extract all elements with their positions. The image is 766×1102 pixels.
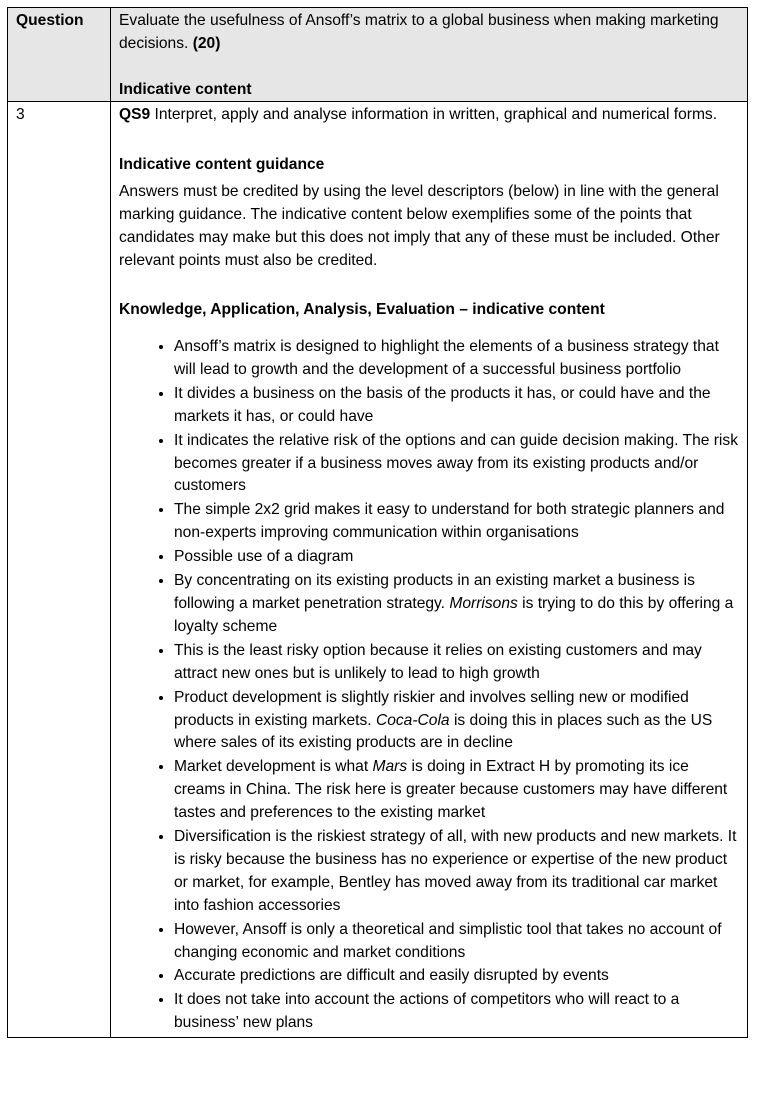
point-text: The simple 2x2 grid makes it easy to understand for both strategic planners and non-experts improving communication within organisations bbox=[174, 501, 725, 542]
indicative-point bbox=[174, 988, 739, 1035]
content-row bbox=[8, 102, 748, 1038]
indicative-point bbox=[174, 686, 739, 756]
indicative-point bbox=[174, 918, 739, 965]
point-text: Market development is what bbox=[174, 758, 373, 776]
point-text: Ansoff’s matrix is designed to highlight the elements of a business strategy that will lead to growth and the development of a successful business portfolio bbox=[174, 338, 719, 378]
content-cell bbox=[111, 102, 748, 1038]
indicative-point bbox=[174, 335, 739, 382]
indicative-point bbox=[174, 429, 739, 499]
point-text: is doing in Extract H by promoting its ice creams in China. The risk here is greater because customers may have different tastes and preferences to the existing market bbox=[174, 758, 728, 822]
qs-text: Interpret, apply and analyse information in written, graphical and numerical forms. bbox=[150, 106, 718, 123]
question-body: Evaluate the usefulness of Ansoff’s matrix to a global business when making marketing decisions. bbox=[119, 12, 719, 52]
point-text: It divides a business on the basis of the products it has, or could have and the markets it has, or could have bbox=[174, 384, 711, 425]
point-text: Possible use of a diagram bbox=[174, 548, 354, 566]
kaae-heading: Knowledge, Application, Analysis, Evaluation – indicative content bbox=[119, 301, 605, 318]
question-number: 3 bbox=[8, 102, 111, 1038]
qs-skill bbox=[119, 103, 739, 126]
company-name: Morrisons bbox=[449, 594, 518, 612]
question-cell bbox=[111, 8, 748, 102]
company-name: Coca-Cola bbox=[375, 711, 450, 729]
point-text: is doing this in places such as the US where sales of its existing products are in decline bbox=[174, 711, 713, 752]
point-text: However, Ansoff is only a theoretical and simplistic tool that takes no account of changing economic and market conditions bbox=[174, 920, 722, 961]
point-text: Diversification is the riskiest strategy of all, with new products and new markets. It is risky because the business has no experience or expertise of the new product or market, for example, Bentley has moved away from its traditional car market into fashion accessories bbox=[174, 828, 737, 914]
question-label: Question bbox=[16, 12, 84, 29]
point-text: It does not take into account the actions of competitors who will react to a business’ new plans bbox=[174, 991, 680, 1032]
company-name: Mars bbox=[372, 758, 408, 776]
guidance-heading: Indicative content guidance bbox=[119, 156, 325, 173]
indicative-point bbox=[174, 825, 739, 918]
header-row bbox=[8, 8, 748, 102]
indicative-point bbox=[174, 569, 739, 639]
point-text: By concentrating on its existing products in an existing market a business is following a market penetration strategy. bbox=[174, 572, 695, 612]
question-label-cell bbox=[8, 8, 111, 102]
indicative-point bbox=[174, 964, 739, 988]
question-text bbox=[119, 9, 739, 55]
mark-scheme-table bbox=[7, 7, 748, 1038]
indicative-point bbox=[174, 639, 739, 686]
point-text: Product development is slightly riskier and involves selling new or modified products in existing markets. bbox=[174, 688, 689, 729]
point-text: is trying to do this by offering a loyalty scheme bbox=[174, 594, 734, 635]
point-text: This is the least risky option because it relies on existing customers and may attract new ones but is unlikely to lead to high growth bbox=[174, 641, 702, 682]
indicative-point bbox=[174, 755, 739, 825]
point-text: It indicates the relative risk of the options and can guide decision making. The risk becomes greater if a business moves away from its existing products and/or customers bbox=[174, 431, 738, 495]
point-text: Accurate predictions are difficult and easily disrupted by events bbox=[174, 967, 609, 985]
indicative-points-list bbox=[119, 335, 739, 1035]
indicative-content-heading: Indicative content bbox=[119, 81, 252, 98]
indicative-point bbox=[174, 545, 739, 569]
qs-code: QS9 bbox=[119, 106, 151, 123]
guidance-text: Answers must be credited by using the level descriptors (below) in line with the general marking guidance. The indicative content below exemplifies some of the points that candidates may make but this does not imply that any of these must be included. Other relevant points must also be credited. bbox=[119, 183, 720, 269]
indicative-point bbox=[174, 382, 739, 429]
indicative-point bbox=[174, 498, 739, 545]
question-marks: (20) bbox=[192, 35, 221, 52]
